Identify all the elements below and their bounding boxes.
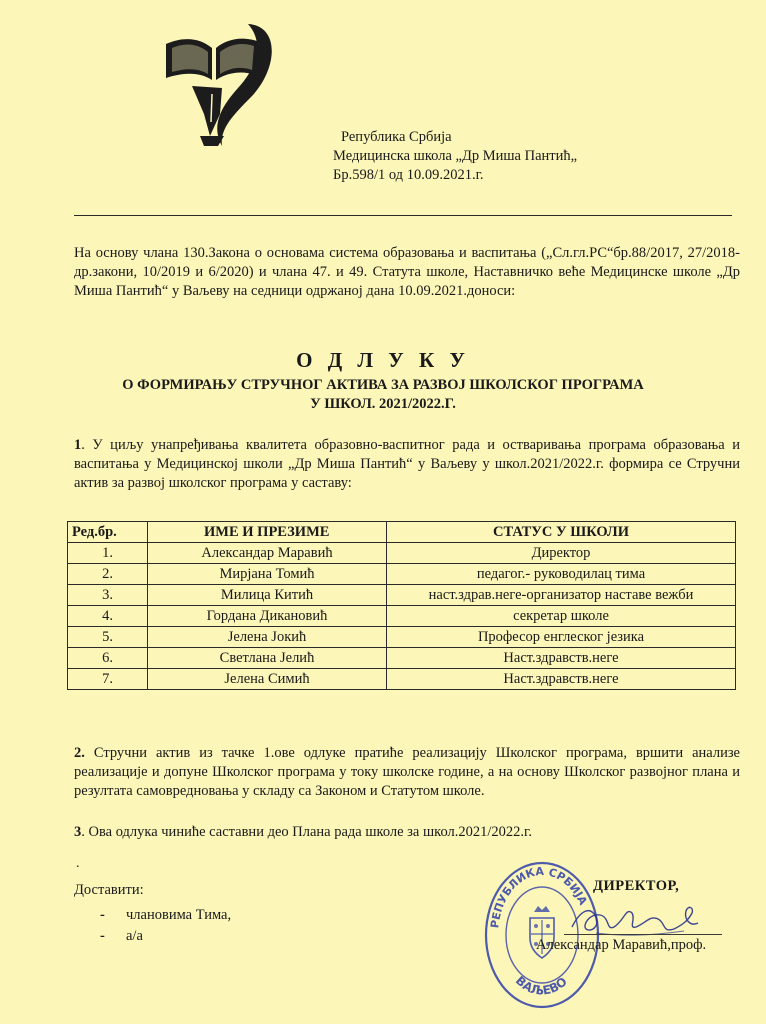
- member-name: Мирјана Томић: [148, 564, 387, 585]
- delivery-block: [74, 880, 231, 947]
- director-signature: [566, 893, 706, 943]
- table-header-row: [68, 522, 736, 543]
- decision-subtitle-line2: У ШКОЛ. 2021/2022.Г.: [310, 396, 456, 412]
- member-status: наст.здрав.неге-организатор наставе вежби: [387, 585, 736, 606]
- school-name: Медицинска школа „Др Миша Пантић„: [333, 148, 578, 164]
- member-status: Директор: [387, 543, 736, 564]
- director-title: ДИРЕКТОР,: [593, 878, 680, 894]
- table-row: [68, 669, 736, 690]
- stray-dot: .: [76, 856, 80, 871]
- member-status: секретар школе: [387, 606, 736, 627]
- table-row: [68, 564, 736, 585]
- bullet-dash: -: [100, 907, 105, 923]
- member-status: Наст.здравств.неге: [387, 648, 736, 669]
- stamp-text-top: РЕПУБЛИКА СРБИЈА: [488, 864, 590, 929]
- paragraph-3: [74, 823, 740, 842]
- svg-text:ВАЉЕВО: [513, 973, 570, 998]
- row-number: 3.: [68, 585, 148, 606]
- table-row: [68, 606, 736, 627]
- decision-title: О Д Л У К У: [296, 348, 470, 372]
- table-row: [68, 585, 736, 606]
- director-name: Александар Маравић,проф.: [536, 937, 707, 953]
- list-item: [74, 905, 231, 926]
- paragraph-1-number: 1: [74, 437, 82, 453]
- paragraph-3-text: . Ова одлука чиниће саставни део Плана рада школе за школ.2021/2022.г.: [81, 824, 532, 840]
- paragraph-1-text: . У циљу унапређивања квалитета образовно-васпитног рада и остваривања програма образовања и васпитања у Медицинској школи „Др Миша Пантић“ у Ваљеву у школ.2021/2022.г. формира се Стручни актив за развој школског програма у саставу:: [74, 437, 740, 491]
- members-table: [67, 521, 736, 690]
- delivery-label: Доставити:: [74, 882, 144, 898]
- member-name: Светлана Јелић: [148, 648, 387, 669]
- list-item: [74, 926, 231, 947]
- member-name: Јелена Симић: [148, 669, 387, 690]
- paragraph-2: [74, 744, 740, 801]
- decision-subtitle: [0, 376, 766, 414]
- member-name: Милица Китић: [148, 585, 387, 606]
- member-status: Професор енглеског језика: [387, 627, 736, 648]
- decision-subtitle-line1: О ФОРМИРАЊУ СТРУЧНОГ АКТИВА ЗА РАЗВОЈ ШКОЛСКОГ ПРОГРАМА: [122, 377, 644, 393]
- intro-paragraph: На основу члана 130.Закона о основама система образовања и васпитања („Сл.гл.РС“бр.88/2017, 27/2018-др.закони, 10/2019 и 6/2020) и члана 47. и 49. Статута школе, Наставничко веће Медицинске школе „Др Миша Пантић“ у Ваљеву на седници одржаној дана 10.09.2021.доноси:: [74, 245, 740, 299]
- header-block: [333, 128, 577, 185]
- row-number: 6.: [68, 648, 148, 669]
- member-status: Наст.здравств.неге: [387, 669, 736, 690]
- country-name: Република Србија: [341, 129, 452, 145]
- signature-line: [564, 934, 722, 935]
- paragraph-3-number: 3: [74, 824, 82, 840]
- member-status: педагог.- руководилац тима: [387, 564, 736, 585]
- delivery-item: а/а: [126, 928, 143, 944]
- paragraph-2-number: 2.: [74, 745, 85, 761]
- delivery-item: члановима Тима,: [126, 907, 232, 923]
- column-header-name: ИМЕ И ПРЕЗИМЕ: [148, 522, 387, 543]
- delivery-list: [74, 905, 231, 947]
- row-number: 5.: [68, 627, 148, 648]
- table-row: [68, 543, 736, 564]
- table-row: [68, 648, 736, 669]
- row-number: 1.: [68, 543, 148, 564]
- row-number: 7.: [68, 669, 148, 690]
- table-row: [68, 627, 736, 648]
- paragraph-2-text: Стручни актив из тачке 1.ове одлуке пратиће реализацију Школског програма, вршити анализе реализације и допуне Школског програма у току школске године, а на основу Школског развојног плана и резултата самовредновања у складу са Законом и Статутом школе.: [74, 745, 740, 799]
- member-name: Гордана Дикановић: [148, 606, 387, 627]
- column-header-status: СТАТУС У ШКОЛИ: [387, 522, 736, 543]
- bullet-dash: -: [100, 928, 105, 944]
- document-number: Бр.598/1 од 10.09.2021.г.: [333, 167, 484, 183]
- member-name: Александар Маравић: [148, 543, 387, 564]
- paragraph-1: [74, 436, 740, 493]
- stamp-text-bottom: ВАЉЕВО: [512, 973, 570, 999]
- row-number: 2.: [68, 564, 148, 585]
- member-name: Јелена Јокић: [148, 627, 387, 648]
- column-header-number: Ред.бр.: [68, 522, 148, 543]
- school-logo-icon: [160, 18, 280, 148]
- row-number: 4.: [68, 606, 148, 627]
- header-divider: [74, 215, 732, 216]
